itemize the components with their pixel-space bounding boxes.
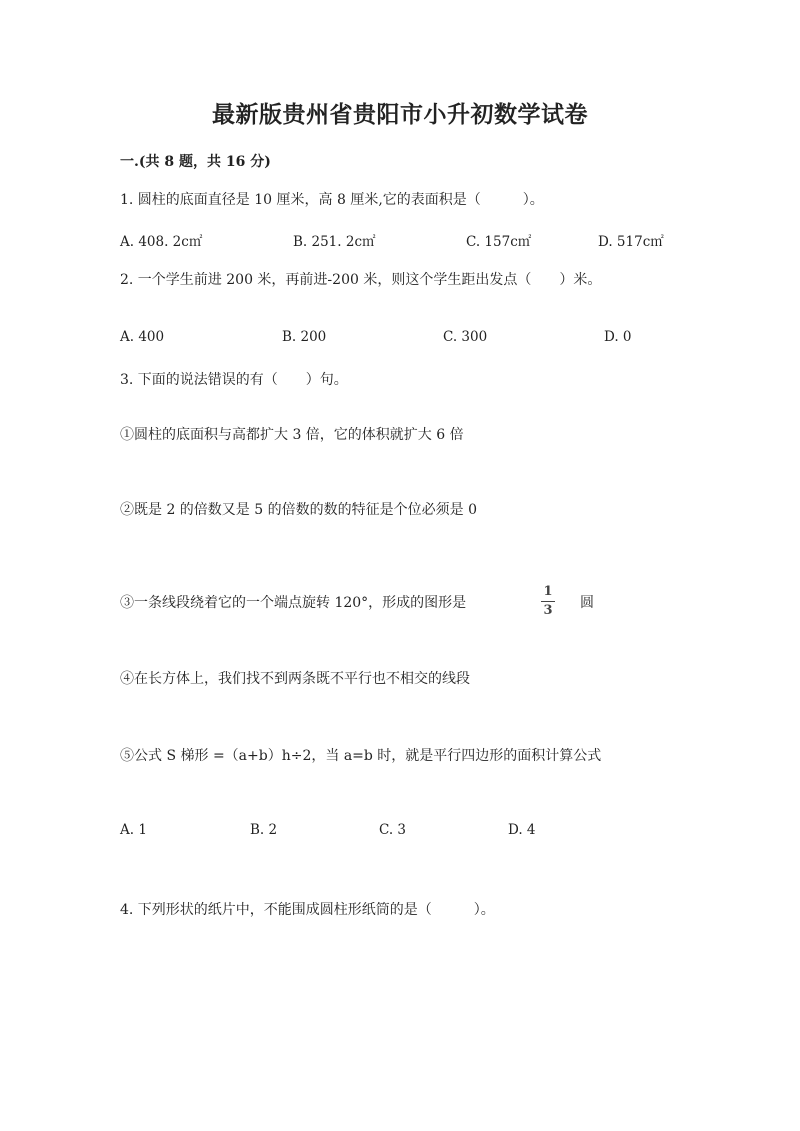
q2-option-a: A. 400 — [120, 329, 165, 345]
q3-statement-5: ⑤公式 S 梯形 =（a+b）h÷2，当 a=b 时，就是平行四边形的面积计算公式 — [120, 748, 602, 764]
question-3-stem: 3. 下面的说法错误的有（ ）句。 — [120, 372, 348, 388]
question-1-stem: 1. 圆柱的底面直径是 10 厘米，高 8 厘米,它的表面积是（ ）。 — [120, 192, 544, 208]
q2-option-d: D. 0 — [604, 329, 632, 345]
section-heading: 一.(共 8 题，共 16 分) — [120, 154, 271, 170]
q3-statement-4: ④在长方体上，我们找不到两条既不平行也不相交的线段 — [120, 671, 470, 687]
q3-option-c: C. 3 — [379, 822, 407, 838]
question-4-stem: 4. 下列形状的纸片中，不能围成圆柱形纸筒的是（ ）。 — [120, 902, 495, 918]
fraction-numerator: 1 — [543, 584, 553, 599]
q3-statement-1: ①圆柱的底面积与高都扩大 3 倍，它的体积就扩大 6 倍 — [120, 427, 464, 443]
fraction-bar — [541, 601, 555, 602]
q1-option-a: A. 408. 2c㎡ — [120, 234, 203, 250]
q1-option-d: D. 517c㎡ — [598, 234, 664, 250]
q2-option-b: B. 200 — [282, 329, 327, 345]
page-title: 最新版贵州省贵阳市小升初数学试卷 — [212, 101, 588, 128]
fraction-one-third — [541, 585, 555, 618]
q2-option-c: C. 300 — [443, 329, 488, 345]
question-2-stem: 2. 一个学生前进 200 米，再前进-200 米，则这个学生距出发点（ ）米。 — [120, 272, 602, 288]
q3-option-d: D. 4 — [508, 822, 536, 838]
q3-option-a: A. 1 — [120, 822, 147, 838]
q3-statement-2: ②既是 2 的倍数又是 5 的倍数的数的特征是个位必须是 0 — [120, 502, 477, 518]
q1-option-c: C. 157c㎡ — [466, 234, 532, 250]
q1-option-b: B. 251. 2c㎡ — [293, 234, 376, 250]
q3-statement-3: ③一条线段绕着它的一个端点旋转 120°，形成的图形是 — [120, 595, 467, 611]
q3-option-b: B. 2 — [250, 822, 278, 838]
fraction-denominator: 3 — [543, 603, 553, 618]
q3-statement-3-end: 圆 — [580, 595, 594, 611]
